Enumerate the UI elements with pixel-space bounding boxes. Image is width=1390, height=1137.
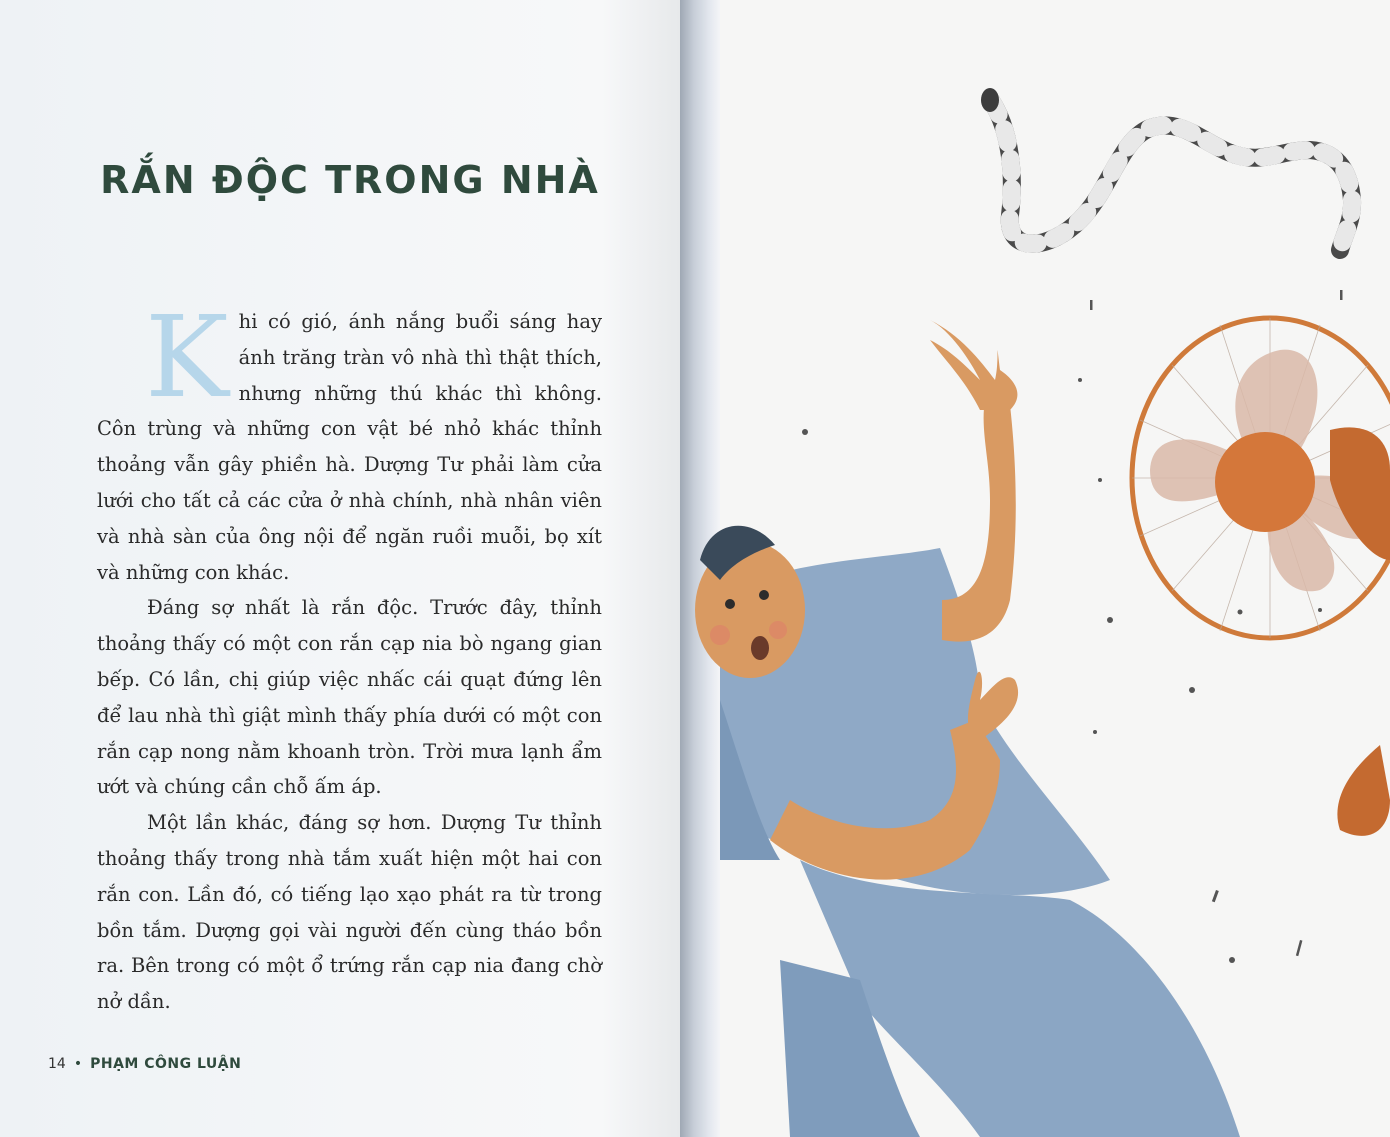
drop-cap: K [145,293,229,423]
page-number: 14 [48,1056,66,1072]
body-text [97,293,602,1020]
author-name: PHẠM CÔNG LUẬN [90,1056,242,1072]
page-footer [48,1056,241,1072]
chapter-title: RẮN ĐỘC TRONG NHÀ [100,158,600,202]
frightened-man [695,320,1240,1137]
illustration [680,0,1390,1137]
left-page [0,0,684,1137]
footer-separator: • [73,1056,83,1072]
paragraph-1 [97,293,602,590]
paragraph-3: Một lần khác, đáng sợ hơn. Dượng Tư thỉnh thoảng thấy trong nhà tắm xuất hiện một hai con rắn con. Lần đó, có tiếng lạo xạo phát ra từ trong bồn tắm. Dượng gọi vài người đến cùng tháo bồn ra. Bên trong có một ổ trứng rắn cạp nia đang chờ nở dần. [97,811,602,1014]
paragraph-2: Đáng sợ nhất là rắn độc. Trước đây, thỉnh thoảng thấy có một con rắn cạp nia bò ngang gian bếp. Có lần, chị giúp việc nhấc cái quạt đứng lên để lau nhà thì giật mình thấy phía dưới có một con rắn cạp nong nằm khoanh tròn. Trời mưa lạnh ẩm ướt và chúng cần chỗ ấm áp. [97,596,602,799]
snake [981,88,1352,250]
paragraph-1-text: hi có gió, ánh nắng buổi sáng hay ánh trăng tràn vô nhà thì thật thích, nhưng những thú khác thì không. Côn trùng và những con vật bé nhỏ khác thỉnh thoảng vẫn gây phiền hà. Dượng Tư phải làm cửa lưới cho tất cả các cửa ở nhà chính, nhà nhân viên và nhà sàn của ông nội để ngăn ruồi muỗi, bọ xít và những con khác. [97,310,602,584]
electric-fan [1132,318,1390,836]
